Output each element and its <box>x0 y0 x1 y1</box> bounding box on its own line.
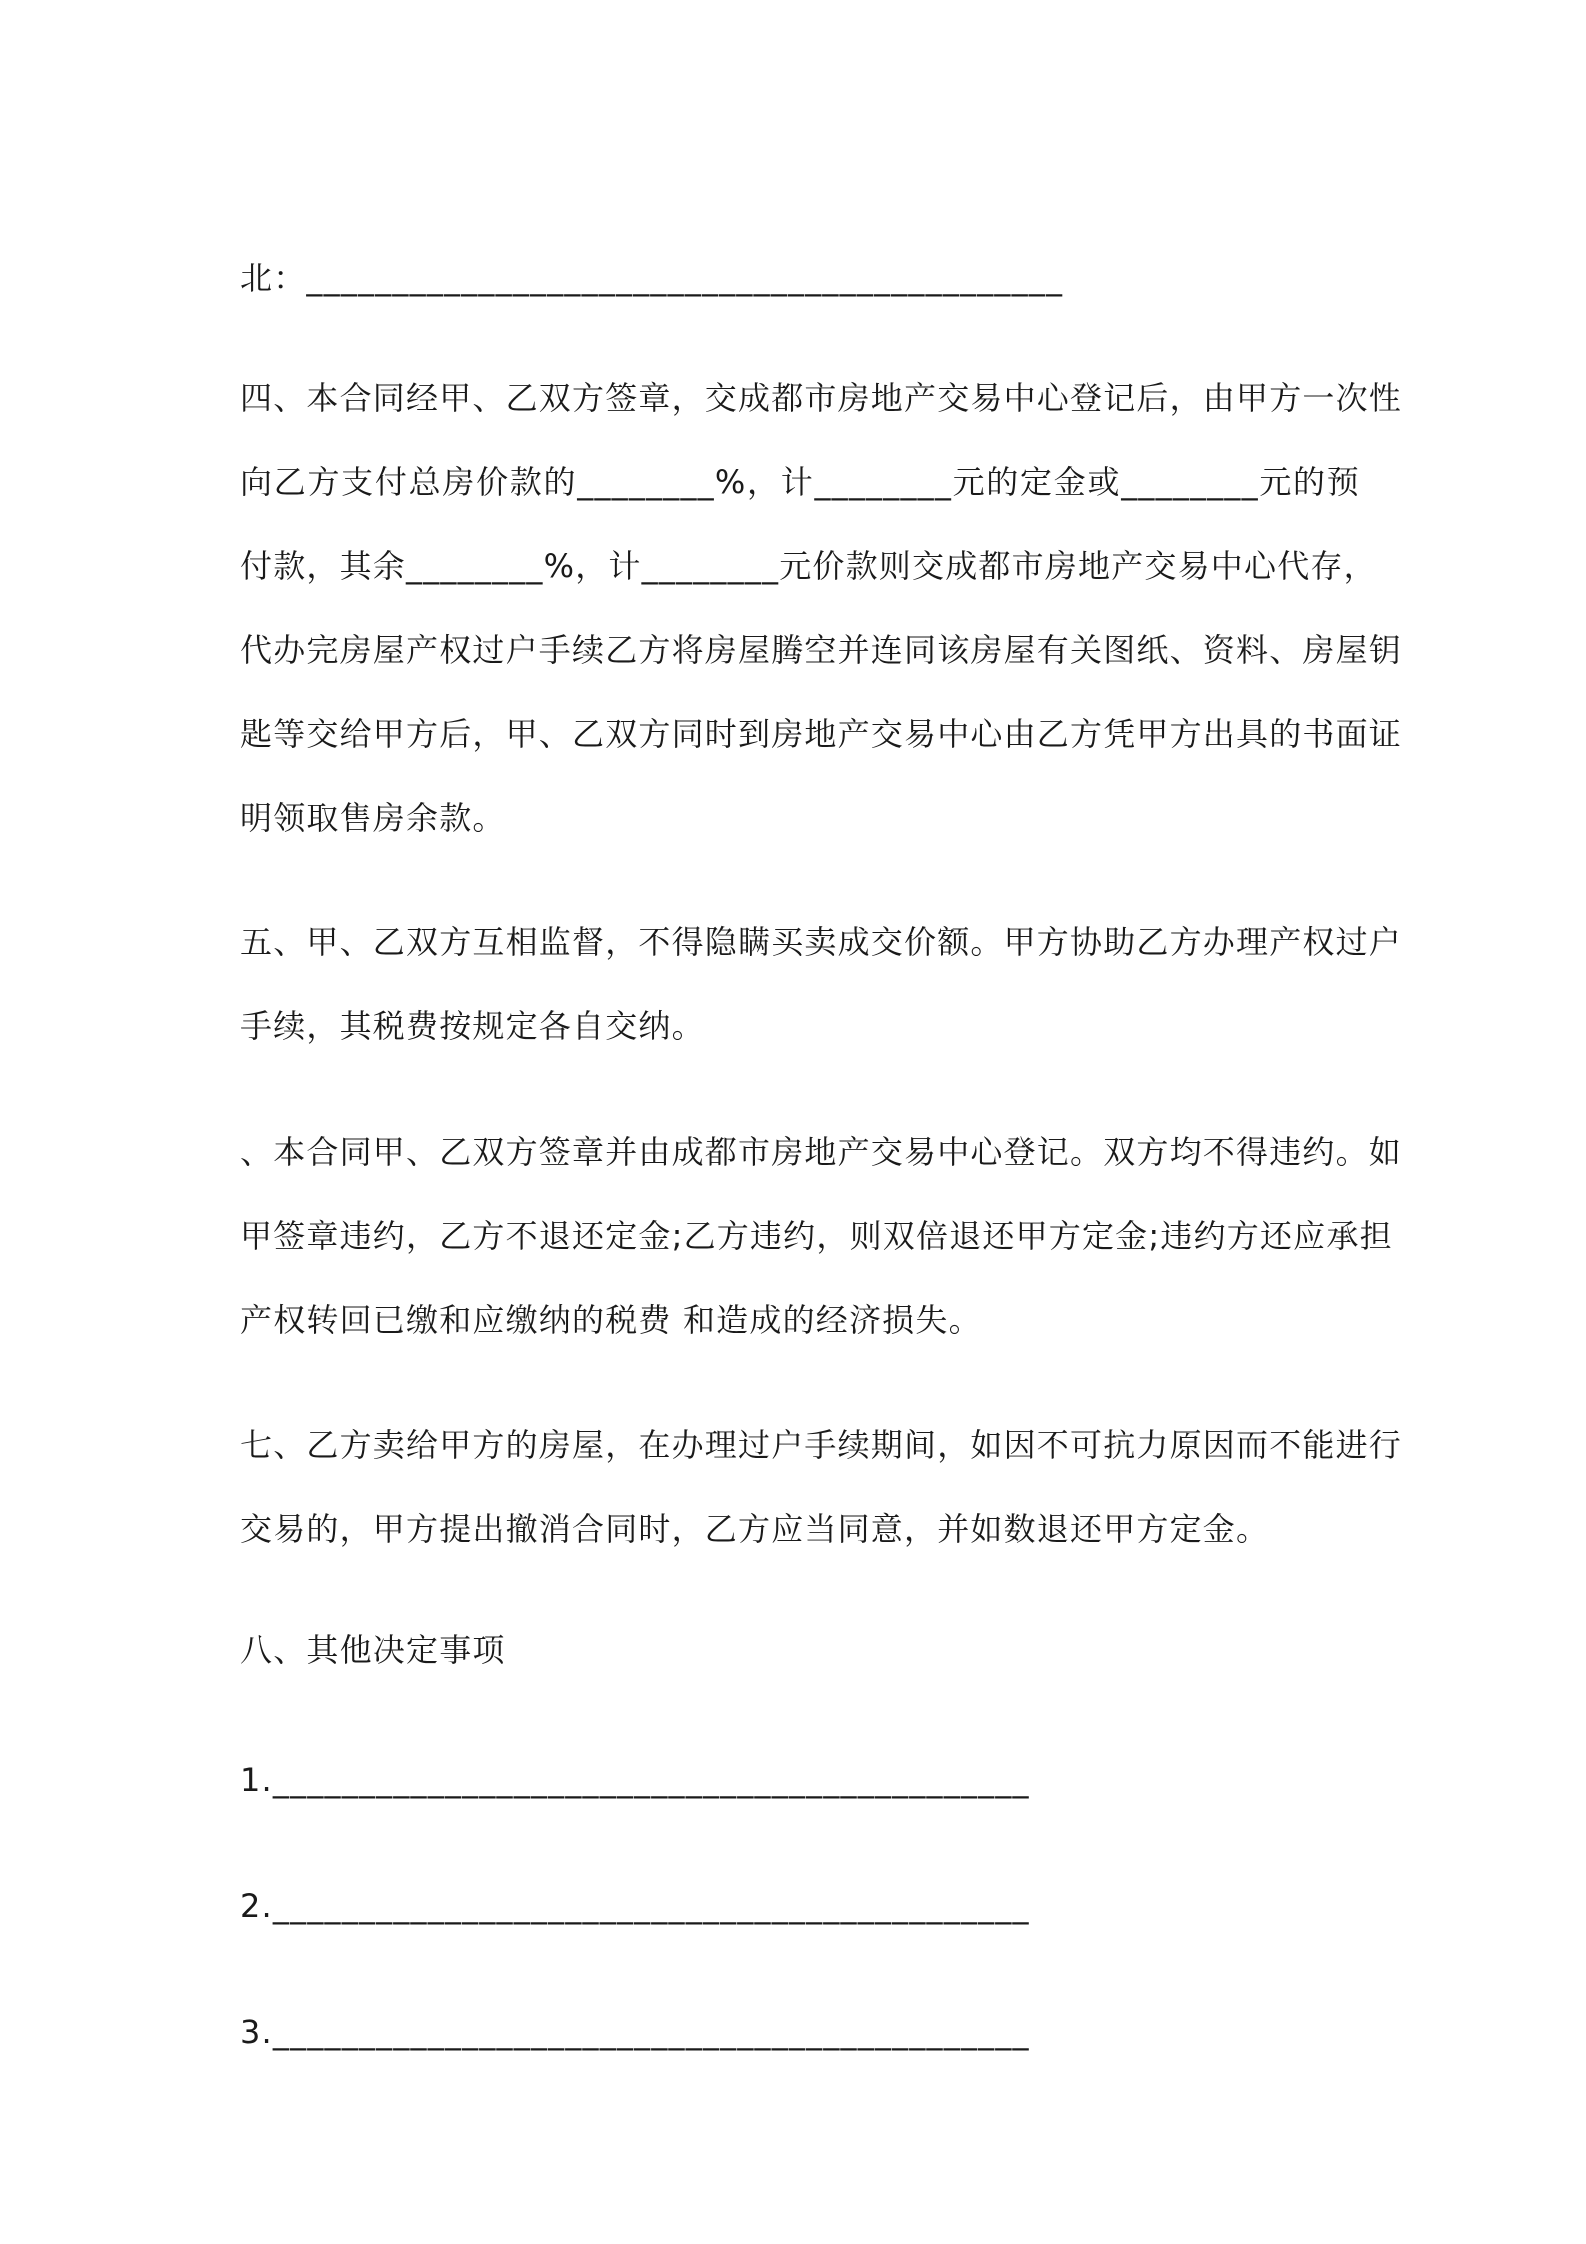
clause-5-row: 五、甲、乙双方互相监督，不得隐瞒买卖成交价额。甲方协助乙方办理产权过户 <box>240 923 1403 961</box>
north-boundary-line: 北：____________________________________________ <box>240 259 1064 297</box>
clause-8-item-3: 3.____________________________________________ <box>240 2013 1030 2051</box>
clause-6-row: 、本合同甲、乙双方签章并由成都市房地产交易中心登记。双方均不得违约。如 <box>240 1133 1403 1171</box>
clause-6-row: 产权转回已缴和应缴纳的税费 和造成的经济损失。 <box>240 1301 982 1339</box>
clause-4 <box>240 356 1403 860</box>
clause-5 <box>240 900 1403 1068</box>
clause-5-row: 手续，其税费按规定各自交纳。 <box>240 1007 705 1045</box>
clause-7-row: 交易的，甲方提出撤消合同时，乙方应当同意，并如数退还甲方定金。 <box>240 1510 1270 1548</box>
clause-7-row: 七、乙方卖给甲方的房屋，在办理过户手续期间，如因不可抗力原因而不能进行 <box>240 1426 1403 1464</box>
clause-6 <box>240 1110 1403 1362</box>
clause-4-row: 匙等交给甲方后，甲、乙双方同时到房地产交易中心由乙方凭甲方出具的书面证 <box>240 715 1403 753</box>
clause-7 <box>240 1403 1403 1571</box>
clause-4-row: 明领取售房余款。 <box>240 799 506 837</box>
clause-4-row: 代办完房屋产权过户手续乙方将房屋腾空并连同该房屋有关图纸、资料、房屋钥 <box>240 631 1403 669</box>
clause-8-item-2: 2.____________________________________________ <box>240 1887 1030 1925</box>
clause-8-heading: 八、其他决定事项 <box>240 1631 506 1669</box>
clause-4-row: 付款，其余________%，计________元价款则交成都市房地产交易中心代存， <box>240 547 1377 585</box>
clause-8-item-1: 1.____________________________________________ <box>240 1761 1030 1799</box>
clause-4-row: 四、本合同经甲、乙双方签章，交成都市房地产交易中心登记后，由甲方一次性 <box>240 379 1403 417</box>
clause-4-row: 向乙方支付总房价款的________%，计________元的定金或________元的预 <box>240 463 1360 501</box>
clause-6-row: 甲签章违约，乙方不退还定金;乙方违约，则双倍退还甲方定金;违约方还应承担 <box>240 1217 1393 1255</box>
